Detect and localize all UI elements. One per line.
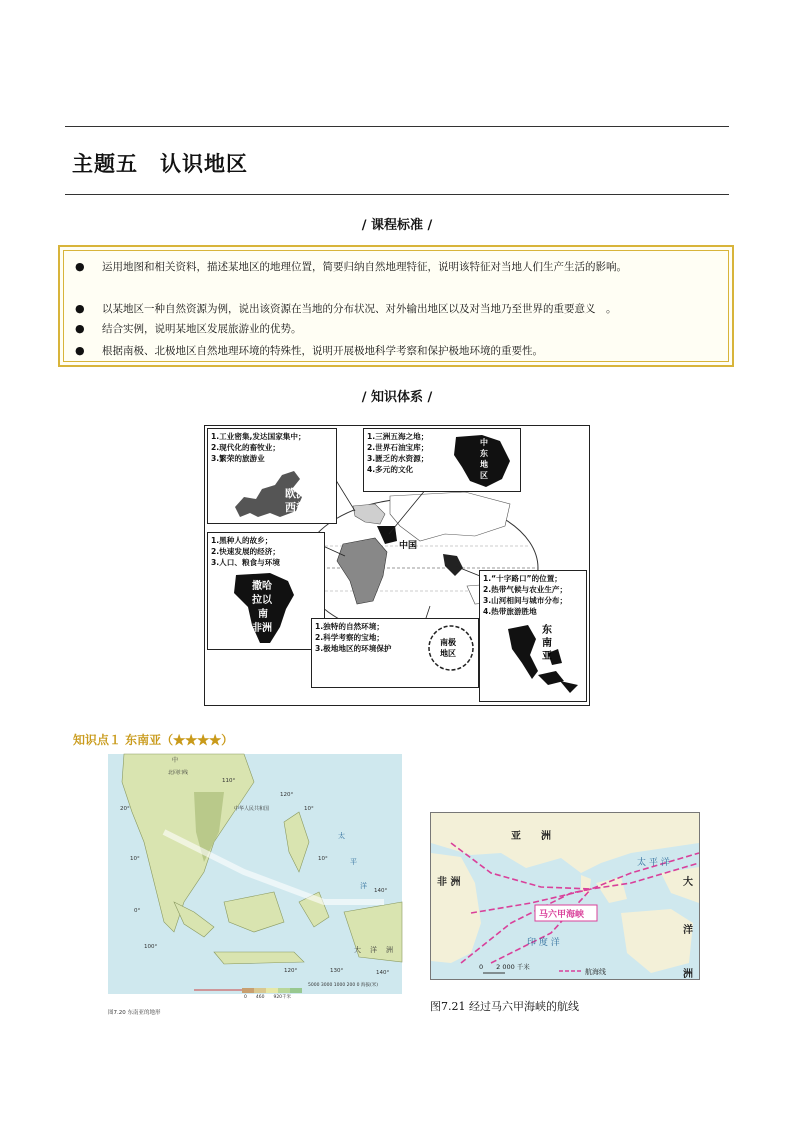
svg-text:非 洲: 非 洲 — [437, 877, 461, 888]
svg-text:平: 平 — [350, 858, 357, 866]
polar-box: 1.独特的自然环境； 2.科学考察的宝地； 3.极地地区的环境保护 南极 地区 — [311, 618, 479, 688]
africa-box: 1.黑种人的故乡； 2.快速发展的经济； 3.人口、粮食与环境 撒哈 拉以 南 非洲 — [207, 532, 325, 650]
svg-text:洲: 洲 — [683, 969, 693, 979]
svg-text:航海线: 航海线 — [585, 968, 606, 976]
svg-text:5000 3000 1000 200 0 海拔(米): 5000 3000 1000 200 0 海拔(米) — [308, 983, 378, 988]
svg-text:亚 洲: 亚 洲 — [511, 831, 551, 842]
title-rule — [65, 194, 729, 195]
svg-text:地: 地 — [480, 460, 488, 469]
top-rule — [65, 126, 729, 127]
page-title: 主题五 认识地区 — [72, 151, 248, 176]
svg-text:西部: 西部 — [285, 501, 307, 514]
svg-text:洋: 洋 — [360, 882, 367, 890]
southeast-asia-box: 1.“十字路口”的位置； 2.热带气候与农业生产； 3.山河相间与城市分布； 4.热带旅游胜地 东 南 亚 — [479, 570, 587, 702]
svg-text:0°: 0° — [134, 908, 141, 914]
antarctica-map-figure — [426, 623, 476, 673]
svg-text:拉以: 拉以 — [252, 595, 272, 606]
svg-text:110°: 110° — [222, 778, 236, 784]
svg-text:东: 东 — [542, 625, 552, 636]
svg-text:大: 大 — [683, 877, 693, 888]
svg-text:130°: 130° — [330, 968, 344, 974]
svg-text:马六甲海峡: 马六甲海峡 — [539, 910, 585, 920]
svg-text:10°: 10° — [304, 806, 314, 812]
section-system-heading: / 知识体系 / — [361, 390, 433, 405]
knowledge-point-title: 知识点１ 东南亚（★★★★） — [73, 733, 234, 747]
standards-box: ● 运用地图和相关资料，描述某地区的地理位置，简要归纳自然地理特征，说明该特征对当地人们生产生活的影响。 ● 以某地区一种自然资源为例，说出该资源在当地的分布状况、对外输出地区以及对当地乃至世界的重要意义 。 ● 结合实例，说明某地区发展旅游业的优势。 ● 根据南极、北极地区自然地理环境的特殊性，说明开展极地科学考察和保护极地环境的重要性。 — [58, 245, 734, 367]
svg-text:中华人民共和国: 中华人民共和国 — [234, 806, 270, 812]
svg-text:非洲: 非洲 — [252, 623, 272, 634]
malacca-route-map — [430, 812, 700, 980]
svg-text:图7.20 东南亚的地形: 图7.20 东南亚的地形 — [108, 1010, 161, 1016]
svg-text:0 2 000 千米: 0 2 000 千米 — [479, 963, 530, 971]
svg-text:太: 太 — [338, 832, 345, 840]
svg-text:10°: 10° — [318, 856, 328, 862]
southeast-asia-map-figure — [498, 619, 584, 699]
svg-text:南: 南 — [542, 638, 552, 649]
route-map-caption: 图7.21 经过马六甲海峡的航线 — [430, 1000, 579, 1013]
svg-text:印 度 洋: 印 度 洋 — [527, 938, 560, 948]
svg-text:亚: 亚 — [542, 651, 552, 662]
svg-text:地区: 地区 — [440, 649, 456, 658]
sea-terrain-map — [104, 752, 406, 1018]
svg-text:中: 中 — [172, 757, 179, 764]
bullet-icon: ● — [75, 322, 85, 335]
route-map-figure — [431, 813, 699, 979]
svg-text:大: 大 — [354, 946, 361, 954]
africa-map-figure — [230, 571, 306, 647]
svg-text:10°: 10° — [130, 856, 140, 862]
bullet-icon: ● — [75, 344, 85, 357]
svg-text:南极: 南极 — [440, 638, 456, 647]
mideast-map-figure — [452, 431, 518, 489]
bullet-icon: ● — [75, 302, 85, 315]
svg-text:撒哈: 撒哈 — [252, 581, 272, 592]
svg-text:0 460 920千米: 0 460 920千米 — [244, 995, 292, 1000]
svg-text:洲: 洲 — [386, 946, 393, 954]
mideast-box: 1.三洲五海之地； 2.世界石油宝库； 3.匮乏的水资源； 4.多元的文化 中 东 地 区 — [363, 428, 521, 492]
svg-text:中: 中 — [480, 438, 488, 447]
svg-text:140°: 140° — [376, 970, 390, 976]
knowledge-map — [204, 425, 590, 706]
europe-box: 1.工业密集,发达国家集中； 2.现代化的畜牧业； 3.繁荣的旅游业 欧洲 西部 — [207, 428, 337, 524]
svg-text:太 平 洋: 太 平 洋 — [637, 858, 670, 868]
svg-text:100°: 100° — [144, 944, 158, 950]
svg-text:北回归线: 北回归线 — [168, 770, 189, 776]
svg-text:20°: 20° — [120, 806, 130, 812]
svg-text:140°: 140° — [374, 888, 388, 894]
svg-text:欧洲: 欧洲 — [285, 487, 307, 500]
section-standards-heading: / 课程标准 / — [361, 218, 433, 233]
europe-map-figure — [230, 467, 330, 521]
svg-text:120°: 120° — [280, 792, 294, 798]
svg-text:东: 东 — [480, 449, 488, 458]
svg-text:120°: 120° — [284, 968, 298, 974]
svg-text:南: 南 — [258, 609, 268, 620]
china-label: 中国 — [399, 541, 418, 551]
terrain-map-figure — [104, 752, 406, 1018]
svg-text:洋: 洋 — [683, 925, 693, 936]
svg-text:区: 区 — [480, 471, 488, 480]
bullet-icon: ● — [75, 260, 85, 273]
svg-text:洋: 洋 — [370, 946, 377, 954]
